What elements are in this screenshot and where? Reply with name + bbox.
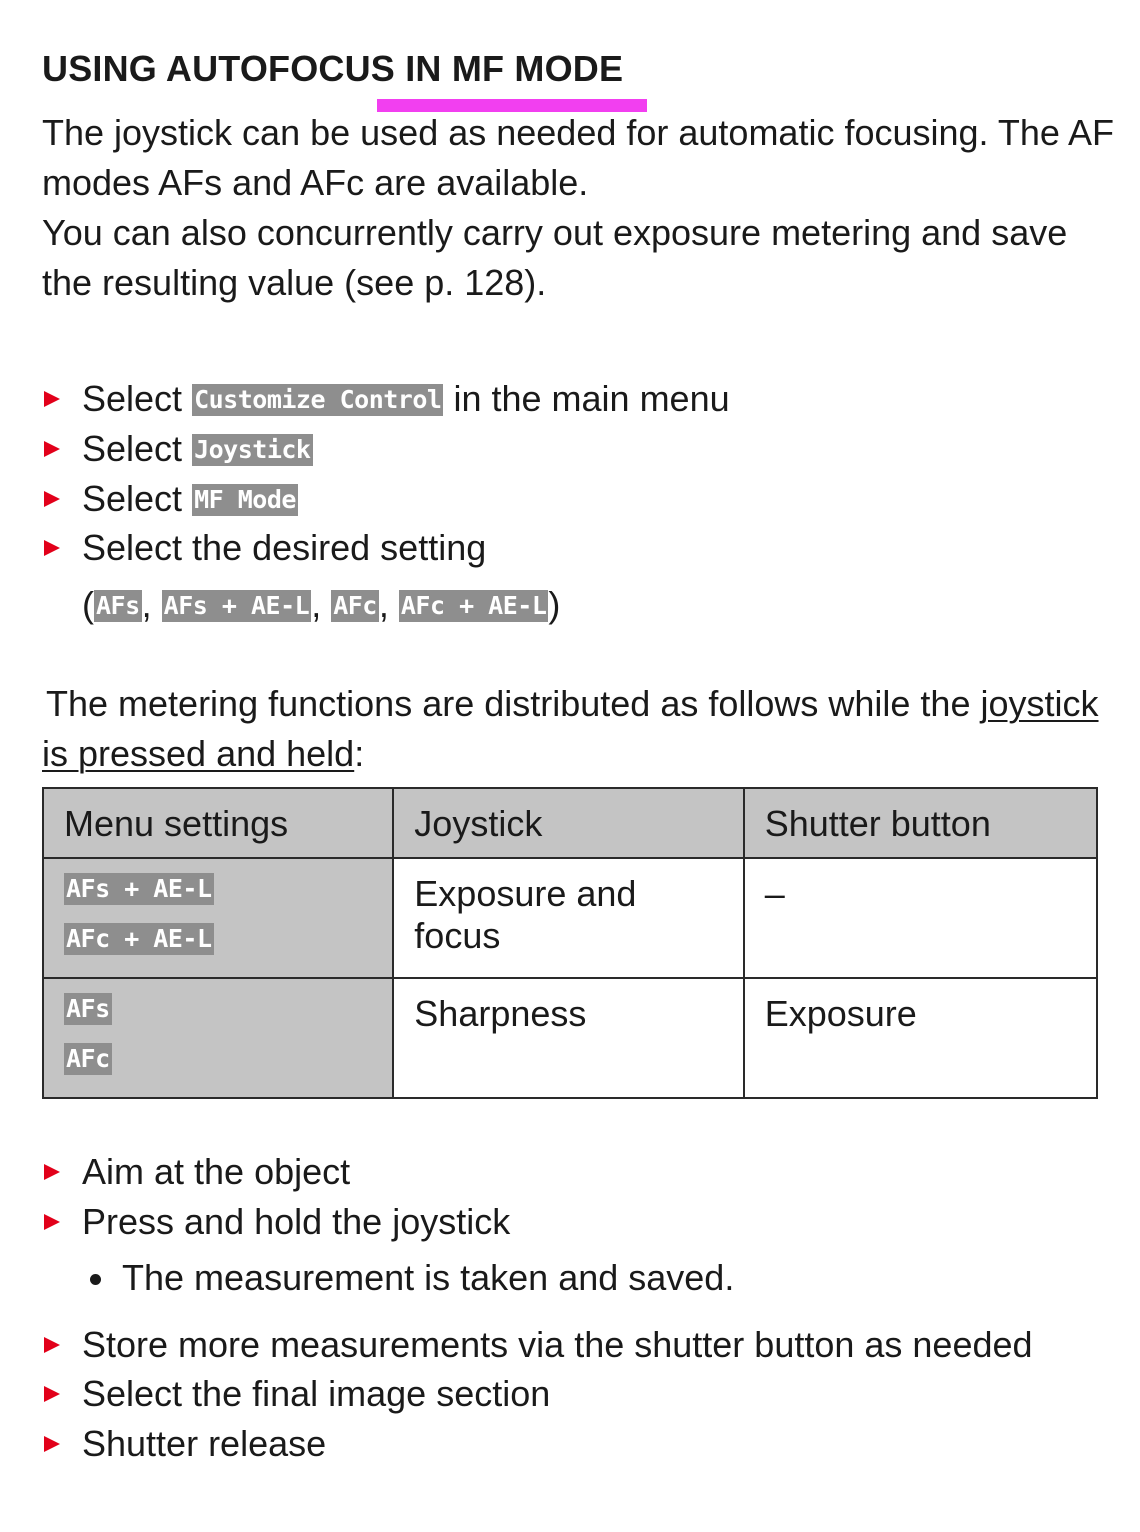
step-2-prefix: Select — [82, 428, 183, 469]
metering-line-1 — [46, 679, 1099, 729]
step-arrow-icon — [44, 540, 60, 556]
step-press-hold-text: Press and hold the joystick — [82, 1201, 511, 1242]
bullet-dot-icon — [90, 1274, 101, 1285]
settings-options: (AFs, AFs + AE-L, AFc, AFc + AE-L) — [82, 584, 561, 625]
step-aim-text: Aim at the object — [82, 1151, 351, 1192]
row-1-settings — [43, 858, 393, 978]
row-2-joystick: Sharpness — [393, 978, 743, 1098]
step-select-section-text: Select the final image section — [82, 1373, 551, 1414]
step-arrow-icon — [44, 1164, 60, 1180]
table-header-row — [43, 788, 1097, 858]
step-arrow-icon — [44, 1337, 60, 1353]
step-shutter-release-text: Shutter release — [82, 1423, 327, 1464]
metering-link-part-1: joystick — [980, 683, 1099, 724]
menu-item-customize-control: Customize Control — [194, 385, 442, 414]
table-row — [43, 978, 1097, 1098]
row-1-shutter: – — [744, 858, 1097, 978]
step-4-text: Select the desired setting — [82, 527, 487, 568]
row-2-settings — [43, 978, 393, 1098]
step-1-suffix: in the main menu — [453, 378, 730, 419]
intro-line-4: the resulting value (see p. 128). — [42, 262, 547, 303]
step-store-more-text: Store more measurements via the shutter button as needed — [82, 1324, 1033, 1365]
setting-tag: AFc — [66, 1044, 110, 1073]
metering-line-2 — [42, 729, 364, 779]
step-arrow-icon — [44, 391, 60, 407]
step-arrow-icon — [44, 1214, 60, 1230]
option-afc: AFc — [333, 591, 377, 620]
menu-item-mf-mode: MF Mode — [194, 485, 296, 514]
setting-tag: AFc + AE-L — [66, 924, 212, 953]
header-menu-settings: Menu settings — [43, 788, 393, 858]
metering-colon: : — [354, 733, 365, 774]
intro-line-2: modes AFs and AFc are available. — [42, 162, 589, 203]
metering-table — [42, 787, 1098, 1099]
step-arrow-icon — [44, 491, 60, 507]
intro-line-1: The joystick can be used as needed for automatic focusing. The AF — [42, 112, 1114, 153]
step-arrow-icon — [44, 1436, 60, 1452]
result-text: The measurement is taken and saved. — [122, 1257, 735, 1298]
row-1-joystick: Exposure and focus — [393, 858, 743, 978]
option-afc-ael: AFc + AE-L — [400, 591, 547, 620]
step-1-prefix: Select — [82, 378, 183, 419]
step-arrow-icon — [44, 441, 60, 457]
row-2-shutter: Exposure — [744, 978, 1097, 1098]
table-row — [43, 858, 1097, 978]
menu-item-joystick: Joystick — [194, 435, 311, 464]
option-afs: AFs — [96, 591, 140, 620]
setting-tag: AFs — [66, 994, 110, 1023]
header-shutter-button: Shutter button — [744, 788, 1097, 858]
metering-lead: The metering functions are distributed as follows while the — [46, 683, 971, 724]
metering-link-part-2: is pressed and held — [42, 733, 355, 774]
option-afs-ael: AFs + AE-L — [163, 591, 310, 620]
step-3-prefix: Select — [82, 478, 183, 519]
setting-tag: AFs + AE-L — [66, 874, 212, 903]
intro-line-3: You can also concurrently carry out exposure metering and save — [42, 212, 1068, 253]
page-title: USING AUTOFOCUS IN MF MODE — [42, 48, 624, 89]
header-joystick: Joystick — [393, 788, 743, 858]
step-arrow-icon — [44, 1386, 60, 1402]
